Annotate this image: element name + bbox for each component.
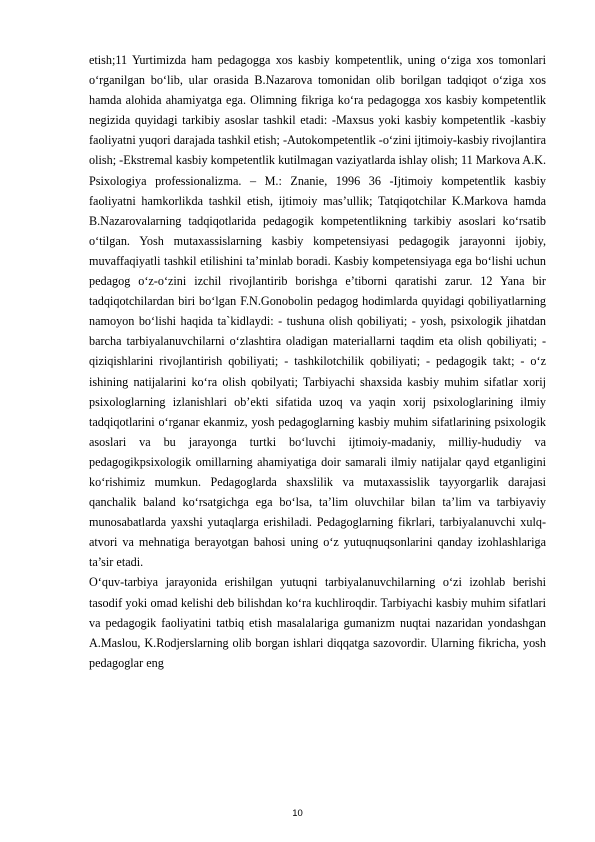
page-number: 10 bbox=[292, 808, 303, 819]
paragraph-1: etish;11 Yurtimizda ham pedagogga xos kasbiy kompetentlik, uning o‘ziga xos tomonlari o‘rganilgan bo‘lib, ular orasida B.Nazarova tomonidan olib borilgan tadqiqot o‘ziga xos hamda alohida ahamiyatga ega. Olimning fikriga ko‘ra pedagogga xos kasbiy kompetentlik negizida quyidagi tarkibiy asoslar tashkil etadi: -Maxsus yoki kasbiy kompetentlik -kasbiy faoliyatni yuqori darajada tashkil etish; -Autokompetentlik -o‘zini ijtimoiy-kasbiy rivojlantira olish; -Ekstremal kasbiy kompetentlik kutilmagan vaziyatlarda ishlay olish; 11 Markova A.K. Psixologiya professionalizma. – M.: Znanie, 1996 36 -Ijtimoiy kompetentlik kasbiy faoliyatni hamkorlikda tashkil etish, ijtimoiy mas’ullik; Tatqiqotchilar K.Markova hamda B.Nazarovalarning tadqiqotlarida pedagogik kompetentlikning tarkibiy asoslari ko‘rsatib o‘tilgan. Yosh mutaxassislarning kasbiy kompetensiyasi pedagogik jarayonni ijobiy, muvaffaqiyatli tashkil etilishini ta’minlab boradi. Kasbiy kompetensiyaga ega bo‘lishi uchun pedagog o‘z-o‘zini izchil rivojlantirib borishga e’tiborni qaratishi zarur. 12 Yana bir tadqiqotchilardan biri bo‘lgan F.N.Gonobolin pedagog hodimlarda quyidagi qobiliyatlarning namoyon bo‘lishi haqida ta`kidlaydi: - tushuna olish qobiliyati; - yosh, psixologik jihatdan barcha tarbiyalanuvchilarni o‘zlashtira oladigan materiallarni taqdim eta olish qobiliyati; - qiziqishlarini rivojlantirish qobiliyati; - tashkilotchilik qobiliyati; - pedagogik takt; - o‘z ishining natijalarini ko‘ra olish qobilyati; Tarbiyachi shaxsida kasbiy muhim sifatlar xorij psixologlarning izlanishlari ob’ekti sifatida uzoq va yaqin xorij psixologlarining ilmiy tadqiqotlarini o‘rganar ekanmiz, yosh pedagoglarning kasbiy muhim sifatlarining psixologik asoslari va bu jarayonga turtki bo‘luvchi ijtimoiy-madaniy, milliy-hududiy va pedagogikpsixologik omillarning ahamiyatiga doir samarali ilmiy natijalar qayd etganligini ko‘rishimiz mumkun. Pedagoglarda shaxslilik va mutaxassislik tayyorgarlik darajasi qanchalik baland ko‘rsatgichga ega bo‘lsa, ta’lim oluvchilar bilan ta’lim va tarbiyaviy munosabatlarda yaxshi yutaqlarga erishiladi. Pedagoglarning fikrlari, tarbiyalanuvchi xulq-atvori va mehnatiga berayotgan bahosi uning o‘z yutuqnuqsonlarini qanday izohlashlariga ta’sir etadi. bbox=[89, 53, 546, 570]
paragraph-2: O‘quv-tarbiya jarayonida erishilgan yutuqni tarbiyalanuvchilarning o‘zi izohlab berishi tasodif yoki omad kelishi deb bilishdan ko‘ra kuchliroqdir. Tarbiyachi kasbiy muhim sifatlari va pedagogik faoliyatini tatbiq etish masalalariga gumanizm nuqtai nazaridan yondashgan A.Maslou, K.Rodjerslarning olib borgan ishlari diqqatga sazovordir. Ularning fikricha, yosh pedagoglar eng bbox=[89, 575, 546, 670]
document-body bbox=[89, 50, 546, 673]
